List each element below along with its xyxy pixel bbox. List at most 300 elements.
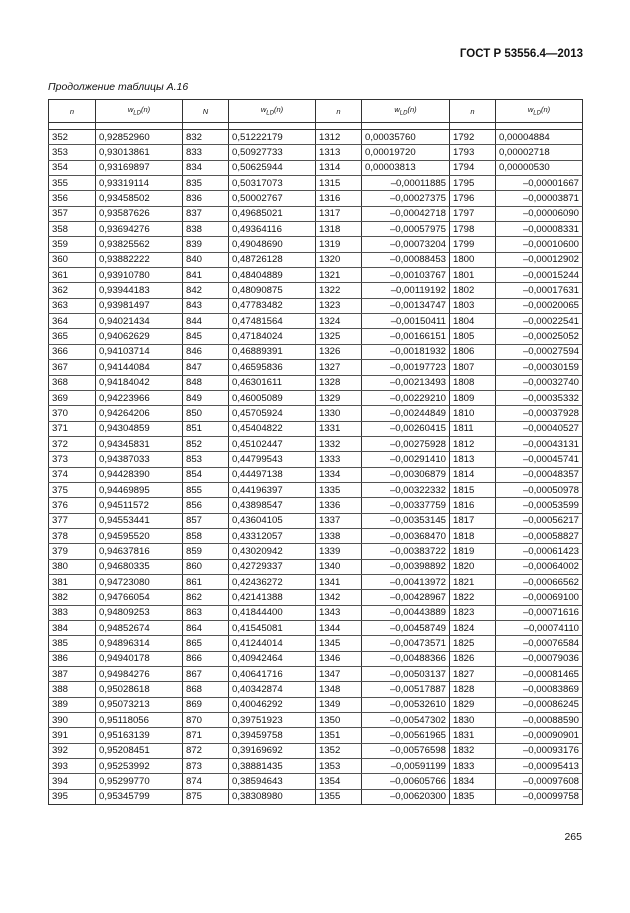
value-cell: 0,41545081 [229,621,316,636]
value-cell: 0,50625944 [229,160,316,175]
value-cell: –0,00037928 [496,406,583,421]
index-cell: 361 [49,268,96,283]
index-cell: 837 [183,206,229,221]
column-header [229,100,316,123]
index-cell: 860 [183,559,229,574]
index-cell: 872 [183,743,229,758]
table-row [49,467,583,482]
index-cell: 842 [183,283,229,298]
index-cell: 1330 [316,406,362,421]
value-cell: –0,00473571 [362,636,450,651]
value-cell: –0,00071616 [496,605,583,620]
value-cell: 0,93882222 [96,252,183,267]
column-header-symbol: n [336,106,341,116]
value-cell: 0,94680335 [96,559,183,574]
value-cell: 0,94062629 [96,329,183,344]
index-cell: 1832 [450,743,496,758]
value-cell: –0,00006090 [496,206,583,221]
index-cell: 365 [49,329,96,344]
index-cell: 866 [183,651,229,666]
table-row [49,605,583,620]
index-cell: 1322 [316,283,362,298]
index-cell: 1340 [316,559,362,574]
value-cell: 0,51222179 [229,130,316,145]
column-header-symbol: n [69,106,75,116]
table-row [49,130,583,145]
column-header-symbol: w [394,105,400,115]
index-cell: 1819 [450,544,496,559]
value-cell: 0,50317073 [229,176,316,191]
index-cell: 1825 [450,636,496,651]
value-cell: 0,94553441 [96,513,183,528]
index-cell: 861 [183,574,229,589]
value-cell: –0,00030159 [496,360,583,375]
table-row [49,590,583,605]
value-cell: –0,00197723 [362,360,450,375]
index-cell: 1806 [450,344,496,359]
index-cell: 1339 [316,544,362,559]
value-cell: 0,95028618 [96,682,183,697]
index-cell: 382 [49,590,96,605]
table-body [49,123,583,805]
index-cell: 1347 [316,667,362,682]
value-cell: –0,00532610 [362,697,450,712]
value-cell: –0,00020065 [496,298,583,313]
value-cell: 0,95299770 [96,774,183,789]
value-cell: 0,48726128 [229,252,316,267]
table-row [49,222,583,237]
index-cell: 1314 [316,160,362,175]
value-cell: –0,00076584 [496,636,583,651]
table-header-row [49,100,583,123]
index-cell: 1353 [316,759,362,774]
value-cell: –0,00620300 [362,789,450,804]
table-row [49,498,583,513]
value-cell: –0,00458749 [362,621,450,636]
value-cell: 0,43020942 [229,544,316,559]
value-cell: 0,49364116 [229,222,316,237]
value-cell: 0,49048690 [229,237,316,252]
value-cell: 0,93587626 [96,206,183,221]
value-cell: 0,95345799 [96,789,183,804]
index-cell: 834 [183,160,229,175]
value-cell: –0,00547302 [362,713,450,728]
value-cell: –0,00368470 [362,528,450,543]
index-cell: 849 [183,390,229,405]
value-cell: 0,38308980 [229,789,316,804]
value-cell: –0,00027594 [496,344,583,359]
spacer-cell [316,123,362,130]
value-cell: –0,00443889 [362,605,450,620]
index-cell: 1354 [316,774,362,789]
index-cell: 1799 [450,237,496,252]
column-header [362,100,450,123]
value-cell: –0,00097608 [496,774,583,789]
index-cell: 354 [49,160,96,175]
value-cell: –0,00048357 [496,467,583,482]
index-cell: 1345 [316,636,362,651]
table-row [49,206,583,221]
index-cell: 869 [183,697,229,712]
value-cell: –0,00413972 [362,574,450,589]
value-cell: –0,00517887 [362,682,450,697]
value-cell: –0,00010600 [496,237,583,252]
value-cell: 0,50002767 [229,191,316,206]
index-cell: 851 [183,421,229,436]
value-cell: –0,00134747 [362,298,450,313]
index-cell: 1332 [316,436,362,451]
column-header-symbol: n [470,106,475,116]
value-cell: 0,93825562 [96,237,183,252]
index-cell: 1327 [316,360,362,375]
index-cell: 1821 [450,574,496,589]
index-cell: 370 [49,406,96,421]
value-cell: –0,00322332 [362,482,450,497]
value-cell: –0,00090901 [496,728,583,743]
index-cell: 1817 [450,513,496,528]
value-cell: –0,00045741 [496,452,583,467]
table-caption: Продолжение таблицы А.16 [48,81,189,93]
column-header-argument: (n) [407,105,417,115]
index-cell: 1319 [316,237,362,252]
index-cell: 874 [183,774,229,789]
value-cell: –0,00001667 [496,176,583,191]
index-cell: 1350 [316,713,362,728]
table-row [49,621,583,636]
value-cell: –0,00025052 [496,329,583,344]
value-cell: 0,42436272 [229,574,316,589]
column-header-subscript: LD [399,110,408,117]
index-cell: 1326 [316,344,362,359]
column-header [49,100,96,123]
column-header-subscript: LD [133,110,141,117]
index-cell: 859 [183,544,229,559]
value-cell: –0,00119192 [362,283,450,298]
value-cell: –0,00093176 [496,743,583,758]
index-cell: 1827 [450,667,496,682]
index-cell: 1333 [316,452,362,467]
column-header [496,100,583,123]
value-cell: –0,00561965 [362,728,450,743]
index-cell: 359 [49,237,96,252]
column-header-argument: (n) [273,105,284,115]
value-cell: 0,45102447 [229,436,316,451]
value-cell: –0,00229210 [362,390,450,405]
index-cell: 377 [49,513,96,528]
value-cell: 0,39169692 [229,743,316,758]
value-cell: –0,00605766 [362,774,450,789]
index-cell: 868 [183,682,229,697]
value-cell: –0,00576598 [362,743,450,758]
index-cell: 383 [49,605,96,620]
index-cell: 838 [183,222,229,237]
value-cell: –0,00032740 [496,375,583,390]
value-cell: –0,00056217 [496,513,583,528]
column-header-symbol: w [127,105,134,115]
value-cell: –0,00353145 [362,513,450,528]
index-cell: 368 [49,375,96,390]
index-cell: 1829 [450,697,496,712]
index-cell: 1344 [316,621,362,636]
index-cell: 1321 [316,268,362,283]
value-cell: –0,00008331 [496,222,583,237]
value-cell: –0,00064002 [496,559,583,574]
table-row [49,191,583,206]
spacer-cell [183,123,229,130]
value-cell: –0,00012902 [496,252,583,267]
document-code: ГОСТ Р 53556.4—2013 [459,48,583,60]
value-cell: 0,94144084 [96,360,183,375]
index-cell: 1348 [316,682,362,697]
value-cell: 0,95163139 [96,728,183,743]
index-cell: 387 [49,667,96,682]
value-cell: 0,94021434 [96,314,183,329]
index-cell: 385 [49,636,96,651]
index-cell: 355 [49,176,96,191]
value-cell: 0,44497138 [229,467,316,482]
value-cell: 0,93319114 [96,176,183,191]
index-cell: 381 [49,574,96,589]
value-cell: –0,00003871 [496,191,583,206]
index-cell: 856 [183,498,229,513]
value-cell: 0,00003813 [362,160,450,175]
value-cell: 0,39459758 [229,728,316,743]
index-cell: 1808 [450,375,496,390]
value-cell: –0,00083869 [496,682,583,697]
index-cell: 1796 [450,191,496,206]
value-cell: –0,00027375 [362,191,450,206]
table-spacer-row [49,123,583,130]
value-cell: 0,93944183 [96,283,183,298]
value-cell: 0,95253992 [96,759,183,774]
index-cell: 1337 [316,513,362,528]
column-header-argument: (n) [540,105,551,115]
index-cell: 369 [49,390,96,405]
index-cell: 863 [183,605,229,620]
index-cell: 833 [183,145,229,160]
value-cell: –0,00244849 [362,406,450,421]
value-cell: 0,42141388 [229,590,316,605]
index-cell: 835 [183,176,229,191]
value-cell: 0,47184024 [229,329,316,344]
value-cell: 0,94984276 [96,667,183,682]
index-cell: 366 [49,344,96,359]
table-row [49,544,583,559]
index-cell: 1814 [450,467,496,482]
value-cell: 0,94766054 [96,590,183,605]
index-cell: 1794 [450,160,496,175]
value-cell: –0,00043131 [496,436,583,451]
value-cell: 0,00035760 [362,130,450,145]
coefficients-table [48,99,583,805]
value-cell: –0,00050978 [496,482,583,497]
index-cell: 870 [183,713,229,728]
index-cell: 871 [183,728,229,743]
index-cell: 360 [49,252,96,267]
index-cell: 1352 [316,743,362,758]
index-cell: 1818 [450,528,496,543]
value-cell: –0,00053599 [496,498,583,513]
value-cell: 0,94387033 [96,452,183,467]
index-cell: 1316 [316,191,362,206]
index-cell: 1335 [316,482,362,497]
index-cell: 358 [49,222,96,237]
index-cell: 1798 [450,222,496,237]
index-cell: 865 [183,636,229,651]
spacer-cell [496,123,583,130]
index-cell: 832 [183,130,229,145]
index-cell: 853 [183,452,229,467]
table-row [49,268,583,283]
value-cell: –0,00383722 [362,544,450,559]
index-cell: 1810 [450,406,496,421]
index-cell: 353 [49,145,96,160]
index-cell: 1812 [450,436,496,451]
value-cell: 0,95118056 [96,713,183,728]
value-cell: –0,00086245 [496,697,583,712]
index-cell: 1312 [316,130,362,145]
index-cell: 854 [183,467,229,482]
index-cell: 1797 [450,206,496,221]
index-cell: 1343 [316,605,362,620]
value-cell: 0,93910780 [96,268,183,283]
index-cell: 855 [183,482,229,497]
table-row [49,728,583,743]
value-cell: –0,00291410 [362,452,450,467]
value-cell: 0,94304859 [96,421,183,436]
index-cell: 372 [49,436,96,451]
value-cell: 0,94469895 [96,482,183,497]
index-cell: 1328 [316,375,362,390]
index-cell: 394 [49,774,96,789]
value-cell: 0,00002718 [496,145,583,160]
index-cell: 846 [183,344,229,359]
index-cell: 1801 [450,268,496,283]
index-cell: 1804 [450,314,496,329]
value-cell: 0,93169897 [96,160,183,175]
column-header-argument: (n) [140,105,151,115]
index-cell: 1820 [450,559,496,574]
index-cell: 1802 [450,283,496,298]
value-cell: –0,00428967 [362,590,450,605]
value-cell: 0,43898547 [229,498,316,513]
index-cell: 1324 [316,314,362,329]
value-cell: –0,00069100 [496,590,583,605]
index-cell: 1833 [450,759,496,774]
value-cell: 0,94896314 [96,636,183,651]
index-cell: 1800 [450,252,496,267]
value-cell: 0,92852960 [96,130,183,145]
value-cell: 0,43604105 [229,513,316,528]
index-cell: 373 [49,452,96,467]
index-cell: 845 [183,329,229,344]
index-cell: 1835 [450,789,496,804]
value-cell: 0,94223966 [96,390,183,405]
index-cell: 1834 [450,774,496,789]
index-cell: 841 [183,268,229,283]
index-cell: 839 [183,237,229,252]
table-row [49,743,583,758]
value-cell: 0,93458502 [96,191,183,206]
value-cell: 0,94103714 [96,344,183,359]
table-row [49,360,583,375]
table-row [49,651,583,666]
table-row [49,574,583,589]
value-cell: 0,95073213 [96,697,183,712]
value-cell: 0,46301611 [229,375,316,390]
index-cell: 356 [49,191,96,206]
index-cell: 1338 [316,528,362,543]
index-cell: 1805 [450,329,496,344]
table-row [49,176,583,191]
value-cell: –0,00088590 [496,713,583,728]
value-cell: –0,00079036 [496,651,583,666]
index-cell: 384 [49,621,96,636]
index-cell: 362 [49,283,96,298]
index-cell: 352 [49,130,96,145]
value-cell: 0,93981497 [96,298,183,313]
index-cell: 1815 [450,482,496,497]
index-cell: 1824 [450,621,496,636]
index-cell: 1341 [316,574,362,589]
value-cell: –0,00260415 [362,421,450,436]
index-cell: 1317 [316,206,362,221]
index-cell: 357 [49,206,96,221]
value-cell: –0,00591199 [362,759,450,774]
value-cell: –0,00306879 [362,467,450,482]
index-cell: 378 [49,528,96,543]
index-cell: 850 [183,406,229,421]
index-cell: 364 [49,314,96,329]
value-cell: –0,00022541 [496,314,583,329]
index-cell: 1351 [316,728,362,743]
column-header [316,100,362,123]
value-cell: 0,94637816 [96,544,183,559]
index-cell: 840 [183,252,229,267]
index-cell: 367 [49,360,96,375]
value-cell: 0,46595836 [229,360,316,375]
index-cell: 1795 [450,176,496,191]
spacer-cell [450,123,496,130]
index-cell: 852 [183,436,229,451]
index-cell: 1346 [316,651,362,666]
value-cell: –0,00015244 [496,268,583,283]
index-cell: 1323 [316,298,362,313]
column-header [96,100,183,123]
index-cell: 1830 [450,713,496,728]
value-cell: 0,41844400 [229,605,316,620]
index-cell: 371 [49,421,96,436]
table-row [49,789,583,804]
value-cell: 0,93694276 [96,222,183,237]
table-row [49,513,583,528]
table-row [49,314,583,329]
value-cell: 0,00000530 [496,160,583,175]
index-cell: 867 [183,667,229,682]
index-cell: 873 [183,759,229,774]
value-cell: 0,48090875 [229,283,316,298]
value-cell: –0,00488366 [362,651,450,666]
index-cell: 844 [183,314,229,329]
index-cell: 1334 [316,467,362,482]
index-cell: 1807 [450,360,496,375]
value-cell: 0,94809253 [96,605,183,620]
column-header [183,100,229,123]
table-row [49,406,583,421]
value-cell: 0,42729337 [229,559,316,574]
value-cell: 0,44799543 [229,452,316,467]
table-row [49,452,583,467]
